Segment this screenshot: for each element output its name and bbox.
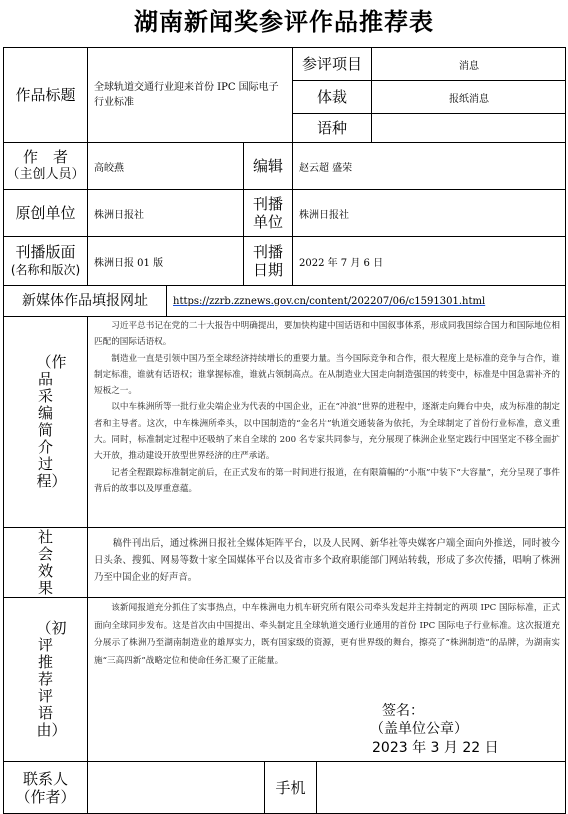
publish-date-label: 刊播日期	[252, 243, 283, 279]
recommend-label: （初评推荐评语由）	[36, 619, 67, 739]
form-title: 湖南新闻奖参评作品推荐表	[134, 7, 434, 36]
entry-item-value: 消息	[459, 60, 479, 72]
origin-unit-value: 株洲日报社	[94, 209, 144, 221]
phone-label: 手机	[275, 778, 306, 797]
publish-page-value: 株洲日报 01 版	[94, 257, 164, 269]
publish-unit-label: 刊播单位	[252, 195, 283, 231]
effect-body: 稿件刊出后，通过株洲日报社全媒体矩阵平台，以及人民网、新华社等央媒客户端全面向外推送，同时被今日头条、搜狐、网易等数十家全国媒体平台以及省市多个政府职能部门网站转载，形成了多次传播，唱响了株洲乃至中国企业的好声音。	[94, 538, 560, 583]
contact-label: 联系人 （作者）	[15, 769, 76, 806]
author-value: 高皎燕	[94, 162, 124, 174]
work-title-label: 作品标题	[15, 86, 76, 104]
language-value	[372, 114, 566, 142]
publish-unit-value: 株洲日报社	[299, 209, 349, 221]
sign-date: 2023 年 3 月 22 日	[372, 740, 499, 756]
sign-label: 签名：	[382, 703, 424, 719]
process-label: （作品采编简介过程）	[36, 353, 67, 490]
author-label: 作 者 （主创人员）	[6, 148, 85, 182]
entry-item-label: 参评项目	[301, 55, 362, 73]
effect-label: 社会效果	[37, 527, 53, 597]
contact-value	[88, 762, 264, 813]
process-body: 习近平总书记在党的二十大报告中明确提出，要加快构建中国话语和中国叙事体系，形成同我国综合国力和国际地位相匹配的国际话语权。 制造业一直是引领中国乃至全球经济持续增长的重要力量。当今国际竞争和合作，很大程度上是标准的竞争与合作，谁制定标准，谁就有话语权；谁掌握标准，谁就占领制高点。在从制造业大国走向制造强国的转变中，标准是中国急需补齐的短板之一。 以中车株洲所等一批行业尖端企业为代表的中国企业，正在“冲浪”世界的进程中，逐渐走向舞台中央，成为标准的制定者和主导者。这次，中车株洲所牵头，以中国制造的“金名片”轨道交通装备为依托，为全球制定了首份行业标准，意义重大。同时，标准制定过程中还吸纳了来自全球的 200 名专家共同参与，充分展现了株洲企业坚定践行中国坚定不移全面扩大开放，推动建设开放型世界经济的庄严承诺。 记者全程跟踪标准制定前后，在正式发布的第一时间进行报道，在有限篇幅的“小瓶”中装下“大容量”，充分呈现了事件背后的故事以及厚重意蕴。	[94, 321, 560, 494]
publish-date-value: 2022 年 7 月 6 日	[299, 257, 384, 269]
new-media-label: 新媒体作品填报网址	[22, 293, 148, 309]
publish-page-label: 刊播版面 (名称和版次)	[10, 243, 81, 277]
editor-label: 编辑	[252, 157, 283, 175]
work-title-value: 全球轨道交通行业迎来首份 IPC 国际电子行业标准	[94, 82, 279, 108]
seal-label: （盖单位公章）	[370, 721, 468, 737]
origin-unit-label: 原创单位	[15, 204, 76, 222]
phone-value	[317, 762, 566, 813]
editor-value: 赵云超 盛荣	[299, 162, 353, 174]
language-label: 语种	[316, 119, 347, 137]
genre-label: 体裁	[316, 88, 347, 106]
genre-value: 报纸消息	[449, 93, 489, 105]
new-media-url[interactable]: https://zzrb.zznews.gov.cn/content/202207/06/c1591301.html	[173, 295, 486, 307]
recommend-body: 该新闻报道充分抓住了实事热点，中车株洲电力机车研究所有限公司牵头发起并主持制定的两项 IPC 国际标准，正式面向全球同步发布。这是首次由中国提出、牵头制定且全球轨道交通行业通用的首份 IPC 国际电子行业标准。这次报道充分展示了株洲乃至湖南制造业的雄厚实力，既有国家级的资源，更有世界级的舞台，擦亮了“株洲制造”的品牌，为湖南实施“三高四新”战略定位和使命任务汇聚了正能量。	[94, 603, 560, 666]
